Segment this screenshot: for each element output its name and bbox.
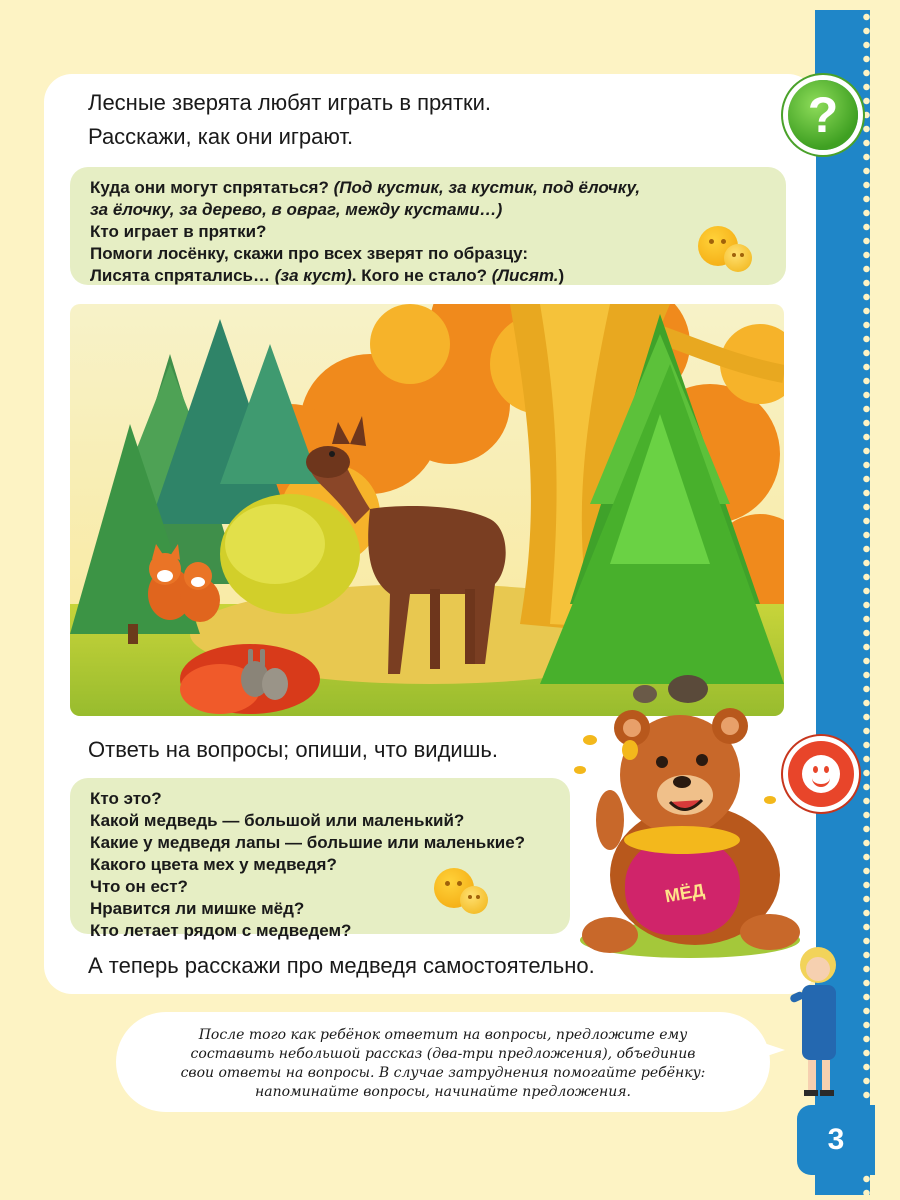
box2-question: Какие у медведя лапы — большие или маленькие? — [90, 833, 526, 852]
question-icon: ? — [788, 80, 858, 150]
hint-box-1 — [70, 167, 786, 285]
box2-question: Какой медведь — большой или маленький? — [90, 811, 465, 830]
box1-question-4a: Лисята спрятались… — [90, 266, 270, 285]
box1-line-2 — [90, 199, 766, 221]
box1-question-4b: . Кого не стало? — [351, 266, 487, 285]
box2-question: Кто летает рядом с медведем? — [90, 921, 352, 940]
page-number: 3 — [797, 1105, 875, 1175]
section2-title: Ответь на вопросы; опиши, что видишь. — [88, 737, 498, 762]
hint-box-2 — [70, 778, 570, 940]
box1-question-1: Куда они могут спрятаться? — [90, 178, 329, 197]
box1-close-paren: ) — [558, 266, 565, 285]
forest-illustration — [70, 304, 784, 716]
closing-text: А теперь расскажи про медведя самостоятельно. — [88, 953, 595, 978]
box2-question: Нравится ли мишке мёд? — [90, 899, 305, 918]
box1-line-5 — [90, 265, 766, 287]
box2-question: Какого цвета мех у медведя? — [90, 855, 337, 874]
box2-question: Кто это? — [90, 789, 162, 808]
box1-line-1 — [90, 177, 766, 199]
box1-line-4: Помоги лосёнку, скажи про всех зверят по образцу: — [90, 244, 529, 263]
box2-question: Что он ест? — [90, 877, 188, 896]
smiley-faces-icon — [698, 226, 758, 276]
intro-line-1: Лесные зверята любят играть в прятки. — [88, 90, 492, 115]
box1-hint-1a: (Под кустик, за кустик, под ёлочку, — [333, 178, 641, 197]
smiley-faces-icon — [434, 868, 494, 918]
teacher-illustration — [780, 945, 850, 1105]
note-line-1: После того как ребёнок ответит на вопросы, предложите ему — [198, 1027, 688, 1043]
honey-pot-label: МЁД — [663, 879, 707, 907]
box1-answer-4: (Лисят. — [491, 266, 559, 285]
leaf-pile-with-rabbits — [180, 644, 320, 714]
box1-line-3: Кто играет в прятки? — [90, 222, 267, 241]
note-line-4: напоминайте вопросы, начинайте предложения. — [255, 1084, 631, 1100]
box1-hint-4: (за куст) — [274, 266, 352, 285]
parent-note-bubble — [116, 1012, 770, 1112]
bear-with-honey-illustration — [570, 700, 810, 960]
box1-hint-1b: за ёлочку, за дерево, в овраг, между кустами…) — [90, 200, 503, 219]
intro-line-2: Расскажи, как они играют. — [88, 124, 354, 149]
note-line-3: свои ответы на вопросы. В случае затруднения помогайте ребёнку: — [180, 1065, 706, 1081]
note-line-2: составить небольшой рассказ (два-три предложения), объединив — [190, 1046, 696, 1062]
